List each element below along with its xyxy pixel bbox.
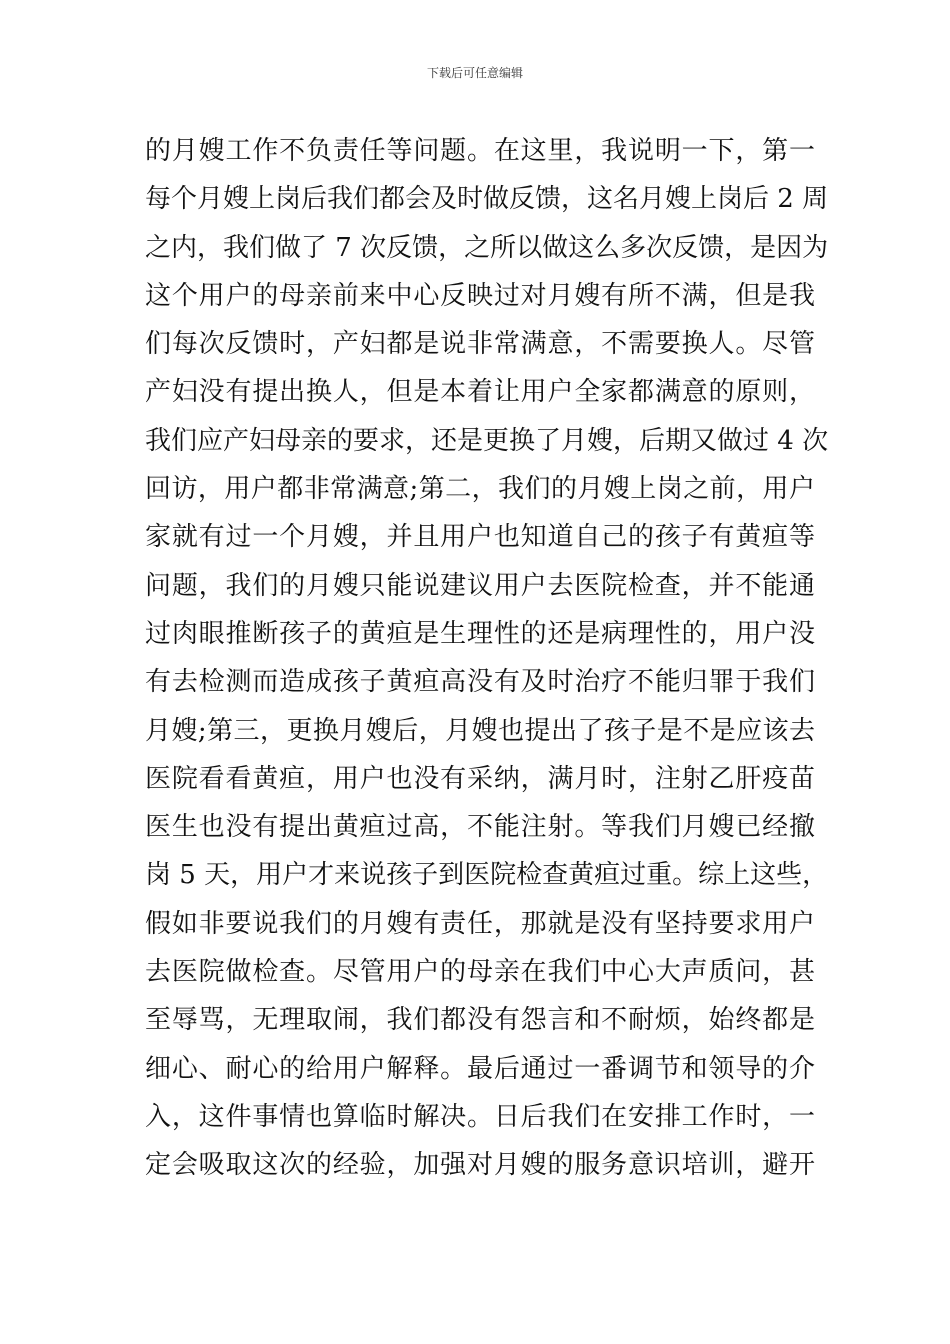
body-line: 入，这件事情也算临时解决。日后我们在安排工作时，一 [145, 1101, 815, 1132]
body-line: 月嫂;第三，更换月嫂后，月嫂也提出了孩子是不是应该去 [145, 715, 815, 746]
body-line: 至辱骂，无理取闹，我们都没有怨言和不耐烦，始终都是 [145, 1005, 815, 1036]
page-header-note: 下载后可任意编辑 [426, 66, 523, 80]
body-line: 岗 5 天，用户才来说孩子到医院检查黄疸过重。综上这些， [145, 860, 829, 891]
body-line: 们每次反馈时，产妇都是说非常满意，不需要换人。尽管 [145, 329, 815, 360]
body-line: 医生也没有提出黄疸过高，不能注射。等我们月嫂已经撤 [145, 812, 815, 843]
body-line: 回访，用户都非常满意;第二，我们的月嫂上岗之前，用户 [145, 474, 815, 505]
body-line: 定会吸取这次的经验，加强对月嫂的服务意识培训，避开 [145, 1150, 815, 1181]
body-line: 假如非要说我们的月嫂有责任，那就是没有坚持要求用户 [145, 908, 815, 939]
body-line: 有去检测而造成孩子黄疸高没有及时治疗不能归罪于我们 [145, 667, 815, 698]
body-line: 产妇没有提出换人，但是本着让用户全家都满意的原则， [145, 377, 815, 408]
body-line: 我们应产妇母亲的要求，还是更换了月嫂，后期又做过 4 次 [145, 425, 829, 456]
body-line: 家就有过一个月嫂，并且用户也知道自己的孩子有黄疸等 [145, 522, 815, 553]
body-line: 这个用户的母亲前来中心反映过对月嫂有所不满，但是我 [145, 280, 815, 311]
body-line: 每个月嫂上岗后我们都会及时做反馈，这名月嫂上岗后 2 周 [145, 184, 829, 215]
body-line: 细心、耐心的给用户解释。最后通过一番调节和领导的介 [145, 1053, 815, 1084]
body-line: 去医院做检查。尽管用户的母亲在我们中心大声质问，甚 [145, 957, 815, 988]
document-body [145, 127, 829, 1190]
body-line: 问题，我们的月嫂只能说建议用户去医院检查，并不能通 [145, 570, 815, 601]
body-line: 医院看看黄疸，用户也没有采纳，满月时，注射乙肝疫苗 [145, 763, 815, 794]
body-line: 之内，我们做了 7 次反馈，之所以做这么多次反馈，是因为 [145, 232, 829, 263]
body-line: 过肉眼推断孩子的黄疸是生理性的还是病理性的，用户没 [145, 618, 815, 649]
body-line: 的月嫂工作不负责任等问题。在这里，我说明一下，第一 [145, 136, 815, 166]
